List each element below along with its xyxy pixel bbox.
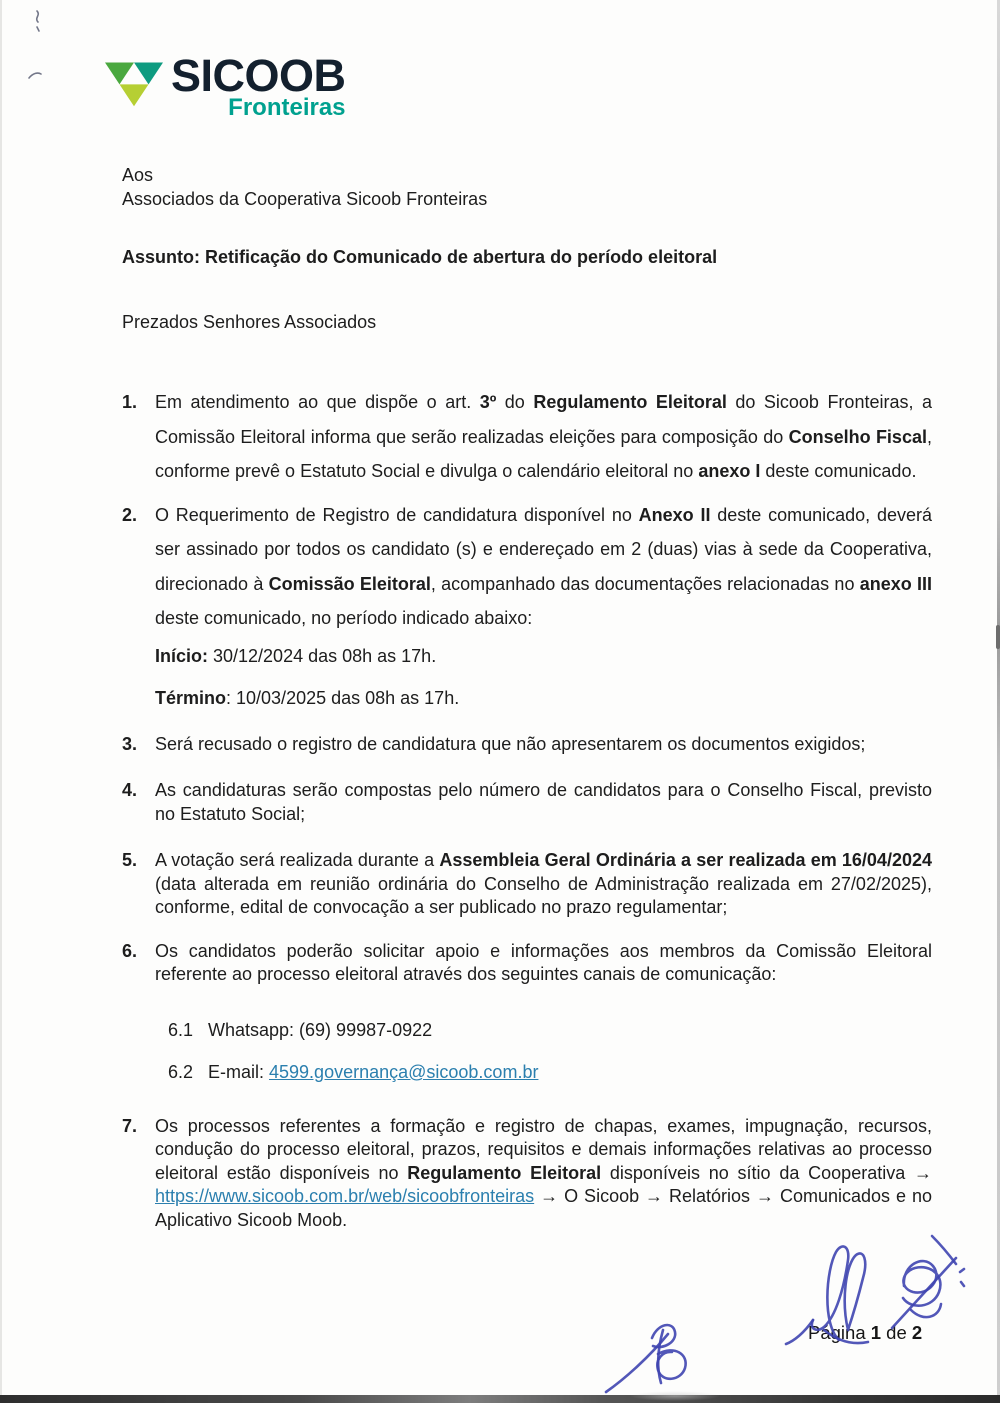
text-segment: , conforme prevê o Estatuto Social e divulga o calendário eleitoral no (155, 426, 932, 481)
text-segment: Página (808, 1322, 871, 1343)
text-segment: : 10/03/2025 das 08h as 17h. (226, 688, 460, 708)
text-segment: Em atendimento ao que dispõe o art. (155, 392, 480, 412)
logo-text (171, 50, 346, 121)
subject-line: Assunto: Retificação do Comunicado de abertura do período eleitoral (122, 247, 718, 267)
text-segment: O Requerimento de Registro de candidatura disponível no (155, 504, 639, 525)
item-text (208, 1019, 932, 1043)
item-number: 2. (122, 504, 138, 525)
pen-mark-left-icon (26, 68, 46, 82)
scan-edge-notch (996, 625, 1000, 649)
pen-mark-top-icon (28, 8, 50, 34)
item-text (208, 1061, 932, 1085)
text-segment: Regulamento Eleitoral (407, 1162, 602, 1183)
item-number: 5. (122, 850, 138, 870)
text-segment: 30/12/2024 das 08h as 17h. (208, 645, 437, 666)
scan-edge-bottom (0, 1395, 1000, 1403)
text-segment: Será recusado o registro de candidatura que não apresentarem os documentos exigidos; (155, 733, 866, 754)
text-segment: deste comunicado, no período indicado abaixo: (155, 608, 533, 628)
text-segment: deste comunicado. (760, 461, 917, 481)
text-segment: Assembleia Geral Ordinária a ser realizada em 16/04/2024 (439, 850, 932, 870)
recipient-line-2: Associados da Cooperativa Sicoob Fronteiras (122, 189, 488, 209)
text-segment: → O Sicoob → Relatórios → Comunicados e no Aplicativo Sicoob Moob. (155, 1186, 932, 1230)
scan-edge-left (0, 0, 2, 1403)
list-item-5 (122, 849, 932, 920)
text-segment: Os candidatos poderão solicitar apoio e informações aos membros da Comissão Eleitoral referente ao processo eleitoral através dos seguintes canais de comunicação: (155, 940, 932, 984)
item-number: 1. (122, 392, 138, 412)
text-segment: Comissão Eleitoral (268, 573, 431, 594)
list-item-4 (122, 779, 932, 826)
text-segment: disponíveis no sítio da Cooperativa → (601, 1162, 933, 1183)
scan-smudge (630, 1391, 720, 1401)
sicoob-triangle-icon (105, 59, 163, 111)
item-number: 4. (122, 780, 138, 800)
text-segment: Término (155, 688, 227, 708)
item-number: 6.1 (168, 1019, 194, 1040)
text-segment: (data alterada em reunião ordinária do Conselho de Administração realizada em 27/02/2025), conforme, edital de convocação a ser publicado no prazo regulamentar; (155, 873, 932, 917)
list-item-6.2 (168, 1061, 932, 1085)
text-segment: do (496, 392, 534, 412)
text-segment: deste comunicado, deverá ser assinado por todos os candidato (s) e endereçado em 2 (duas) vias à sede da Cooperativa, direcionado à (155, 504, 932, 594)
text-segment: Os processos referentes a formação e registro de chapas, exames, impugnação, recursos, condução do processo eleitoral, prazos, requisitos e demais informações relativas ao processo eleitoral estão disponíveis no (155, 1115, 932, 1183)
logo-brand-name: SICOOB (171, 50, 346, 101)
text-segment: As candidaturas serão compostas pelo número de candidatos para o Conselho Fiscal, previsto no Estatuto Social; (155, 780, 932, 824)
text-segment: E-mail: (208, 1062, 270, 1082)
item-text (155, 733, 932, 757)
list-item-1 (122, 385, 932, 489)
item-text (155, 940, 932, 987)
item-text (155, 687, 932, 711)
item-text (155, 1115, 932, 1233)
paragraph-inicio (155, 645, 932, 669)
item-text (155, 645, 932, 669)
list-item-6 (122, 940, 932, 987)
signature-small-ink (600, 1316, 712, 1402)
text-segment: 2 (911, 1322, 923, 1343)
text-segment: Início: (155, 645, 208, 666)
list-item-3 (122, 733, 932, 757)
hyperlink[interactable]: 4599.governança@sicoob.com.br (269, 1062, 539, 1082)
greeting-line: Prezados Senhores Associados (122, 312, 377, 332)
text-segment: , acompanhado das documentações relacionadas no (430, 573, 860, 594)
text-segment: 3º (479, 392, 497, 412)
text-segment: Conselho Fiscal (788, 426, 927, 447)
logo-unit-name: Fronteiras (228, 94, 346, 121)
text-segment: anexo III (859, 573, 932, 594)
letter-content (122, 163, 932, 1232)
text-segment: Whatsapp: (69) 99987-0922 (208, 1019, 433, 1040)
item-text (155, 498, 932, 636)
item-text (155, 779, 932, 826)
list-item-6.1 (168, 1019, 932, 1043)
page-number (808, 1322, 922, 1344)
text-segment: de (881, 1322, 912, 1343)
text-segment: do Sicoob Fronteiras, a Comissão Eleitoral informa que serão realizadas eleições para composição do (155, 392, 932, 447)
item-text (155, 385, 932, 489)
letter-blocks (122, 385, 932, 1232)
list-item-7 (122, 1115, 932, 1233)
text-segment: Anexo II (638, 504, 711, 525)
item-number: 6. (122, 940, 138, 961)
item-number: 7. (122, 1115, 138, 1136)
text-segment: Regulamento Eleitoral (533, 392, 727, 412)
text-segment: 1 (870, 1322, 882, 1343)
hyperlink[interactable]: https://www.sicoob.com.br/web/sicoobfronteiras (155, 1186, 535, 1206)
paragraph-termino (155, 687, 932, 711)
item-text (155, 849, 932, 920)
item-number: 6.2 (168, 1062, 194, 1082)
text-segment: anexo I (698, 461, 761, 481)
sicoob-logo (105, 50, 346, 121)
item-number: 3. (122, 733, 138, 754)
list-item-2 (122, 498, 932, 636)
recipient-line-1: Aos (122, 165, 154, 185)
text-segment: A votação será realizada durante a (155, 850, 440, 870)
